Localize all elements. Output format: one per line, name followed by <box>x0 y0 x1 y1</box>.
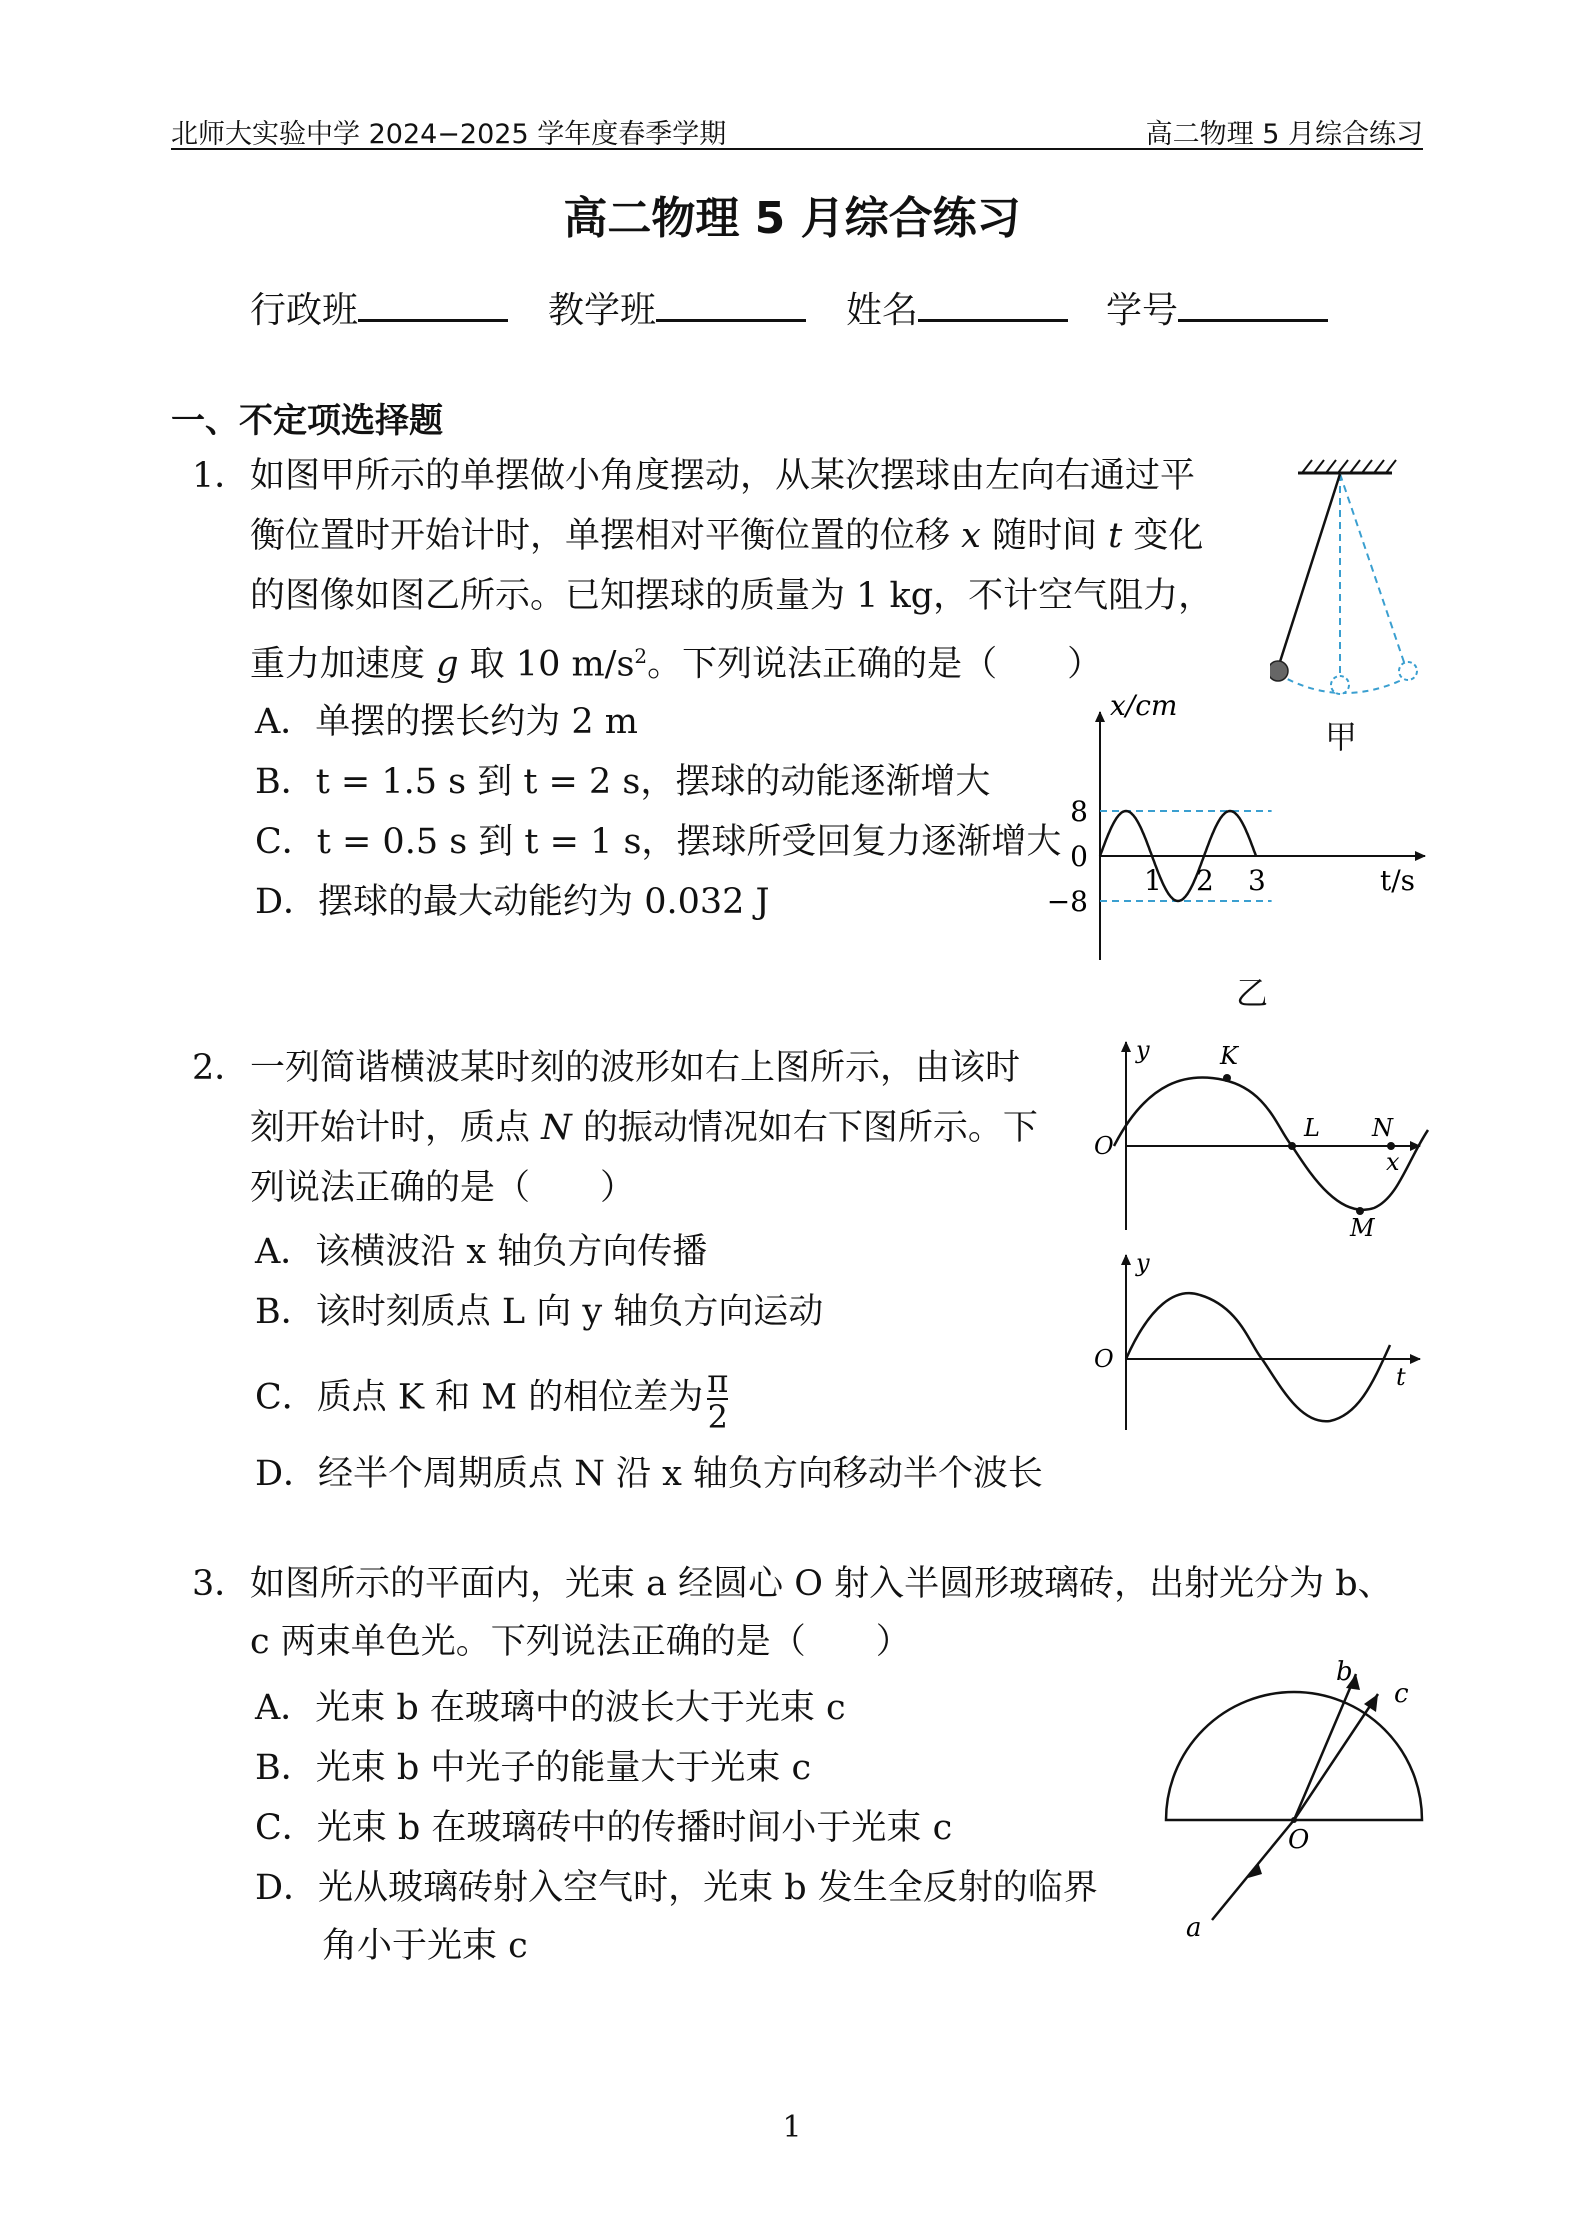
name-blank[interactable] <box>918 289 1068 322</box>
q2-number: 2． <box>192 1048 250 1088</box>
y-tick-label: 8 <box>1070 795 1088 828</box>
header-rule <box>171 148 1423 150</box>
xt-graph <box>1040 690 1430 990</box>
teaching-class-blank[interactable] <box>656 289 806 322</box>
center-O <box>1291 1817 1297 1823</box>
beam-c-arrow <box>1364 1694 1378 1712</box>
q1-line3: 的图像如图乙所示。已知摆球的质量为 1 kg，不计空气阻力， <box>250 576 1214 616</box>
vib-y-label: y <box>1136 1249 1150 1277</box>
q1-line1: 如图甲所示的单摆做小角度摆动，从某次摆球由左向右通过平 <box>250 456 1196 496</box>
q2-option-b[interactable]: B．该时刻质点 L 向 y 轴负方向运动 <box>255 1292 824 1332</box>
q2-line1: 一列简谐横波某时刻的波形如右上图所示，由该时 <box>250 1048 1021 1088</box>
q2-option-d[interactable]: D．经半个周期质点 N 沿 x 轴负方向移动半个波长 <box>255 1454 1043 1494</box>
section-heading: 一、不定项选择题 <box>171 401 443 441</box>
header-right: 高二物理 5 月综合练习 <box>1145 119 1423 150</box>
glass-brick-figure <box>1150 1660 1440 1950</box>
x-tick-label: 3 <box>1248 864 1266 897</box>
q3-option-b[interactable]: B．光束 b 中光子的能量大于光束 c <box>255 1748 812 1788</box>
semicircle-glass <box>1166 1692 1422 1820</box>
page-number: 1 <box>782 2110 802 2145</box>
label-a: a <box>1186 1913 1202 1943</box>
label-c: c <box>1394 1679 1409 1709</box>
y-tick-label: −8 <box>1046 885 1088 918</box>
wave-x-label: x <box>1386 1148 1400 1176</box>
q3-line1: 如图所示的平面内，光束 a 经圆心 O 射入半圆形玻璃砖，出射光分为 b、 <box>250 1564 1393 1604</box>
admin-class-field: 行政班 <box>250 282 508 333</box>
wave-y-label: y <box>1136 1036 1150 1064</box>
q1-option-d[interactable]: D．摆球的最大动能约为 0.032 J <box>255 882 770 922</box>
student-id-field: 学号 <box>1106 282 1328 333</box>
wave-curve <box>1114 1077 1428 1209</box>
q1-number: 1． <box>192 456 250 496</box>
wave-figure <box>1090 1030 1430 1240</box>
x-tick-label: 2 <box>1196 864 1214 897</box>
header-left: 北师大实验中学 2024−2025 学年度春季学期 <box>171 119 727 150</box>
page-title: 高二物理 5 月综合练习 <box>563 193 1021 244</box>
label-O: O <box>1288 1825 1310 1855</box>
q1-line4: 重力加速度 g 取 10 $m/s^2$。下列说法正确的是（ ） <box>250 644 1103 685</box>
q1-option-b[interactable]: B．t = 1.5 s 到 t = 2 s，摆球的动能逐渐增大 <box>255 762 991 802</box>
name-field: 姓名 <box>846 282 1068 333</box>
q2-option-a[interactable]: A．该横波沿 x 轴负方向传播 <box>255 1232 708 1272</box>
vib-t-label: t <box>1396 1363 1406 1391</box>
beam-a-arrow <box>1248 1862 1262 1878</box>
q3-option-d[interactable]: D．光从玻璃砖射入空气时，光束 b 发生全反射的临界 <box>255 1868 1098 1908</box>
admin-class-blank[interactable] <box>358 289 508 322</box>
right-string <box>1340 474 1406 668</box>
wave-L-label: L <box>1304 1114 1320 1142</box>
q3-option-c[interactable]: C．光束 b 在玻璃砖中的传播时间小于光束 c <box>255 1808 953 1848</box>
ceiling-hatch <box>1302 460 1396 473</box>
pendulum-string <box>1278 474 1340 668</box>
q3-option-d-continued: 角小于光束 c <box>322 1926 528 1966</box>
point-K <box>1223 1074 1231 1082</box>
figure-yi-label: 乙 <box>1236 974 1269 1012</box>
wave-origin-label: O <box>1094 1132 1114 1160</box>
vib-curve <box>1126 1293 1390 1421</box>
pi-over-2-fraction: $\frac{\pi}{2}$ <box>707 1362 729 1436</box>
x-axis-label: t/s <box>1380 864 1416 897</box>
label-b: b <box>1336 1660 1353 1687</box>
pendulum-bob <box>1270 661 1288 681</box>
y-axis-label: x/cm <box>1110 690 1178 722</box>
vibration-figure <box>1090 1245 1430 1435</box>
point-L <box>1288 1142 1296 1150</box>
wave-K-label: K <box>1220 1042 1238 1070</box>
q1-option-c[interactable]: C．t = 0.5 s 到 t = 1 s，摆球所受回复力逐渐增大 <box>255 822 1062 862</box>
q2-line2: 刻开始计时，质点 N 的振动情况如右下图所示。下 <box>250 1108 1038 1148</box>
y-tick-label: 0 <box>1070 840 1088 873</box>
student-id-blank[interactable] <box>1178 289 1328 322</box>
q3-number: 3． <box>192 1564 250 1604</box>
wave-N-label: N <box>1372 1114 1393 1142</box>
q2-option-c[interactable]: C．质点 K 和 M 的相位差为 $\frac{\pi}{2}$ <box>255 1362 729 1436</box>
q3-option-a[interactable]: A．光束 b 在玻璃中的波长大于光束 c <box>255 1688 846 1728</box>
bob-right <box>1399 662 1417 680</box>
q1-option-a[interactable]: A．单摆的摆长约为 2 m <box>255 702 638 742</box>
figure-jia-label: 甲 <box>1325 718 1358 756</box>
wave-M-label: M <box>1350 1214 1375 1240</box>
beam-c <box>1294 1694 1378 1820</box>
vib-origin-label: O <box>1094 1345 1114 1373</box>
x-tick-label: 1 <box>1144 864 1162 897</box>
teaching-class-field: 教学班 <box>548 282 806 333</box>
q2-line3: 列说法正确的是（ ） <box>250 1168 636 1208</box>
q3-line2: c 两束单色光。下列说法正确的是（ ） <box>250 1622 911 1662</box>
q1-line2: 衡位置时开始计时，单摆相对平衡位置的位移 x 随时间 t 变化 <box>250 516 1204 556</box>
